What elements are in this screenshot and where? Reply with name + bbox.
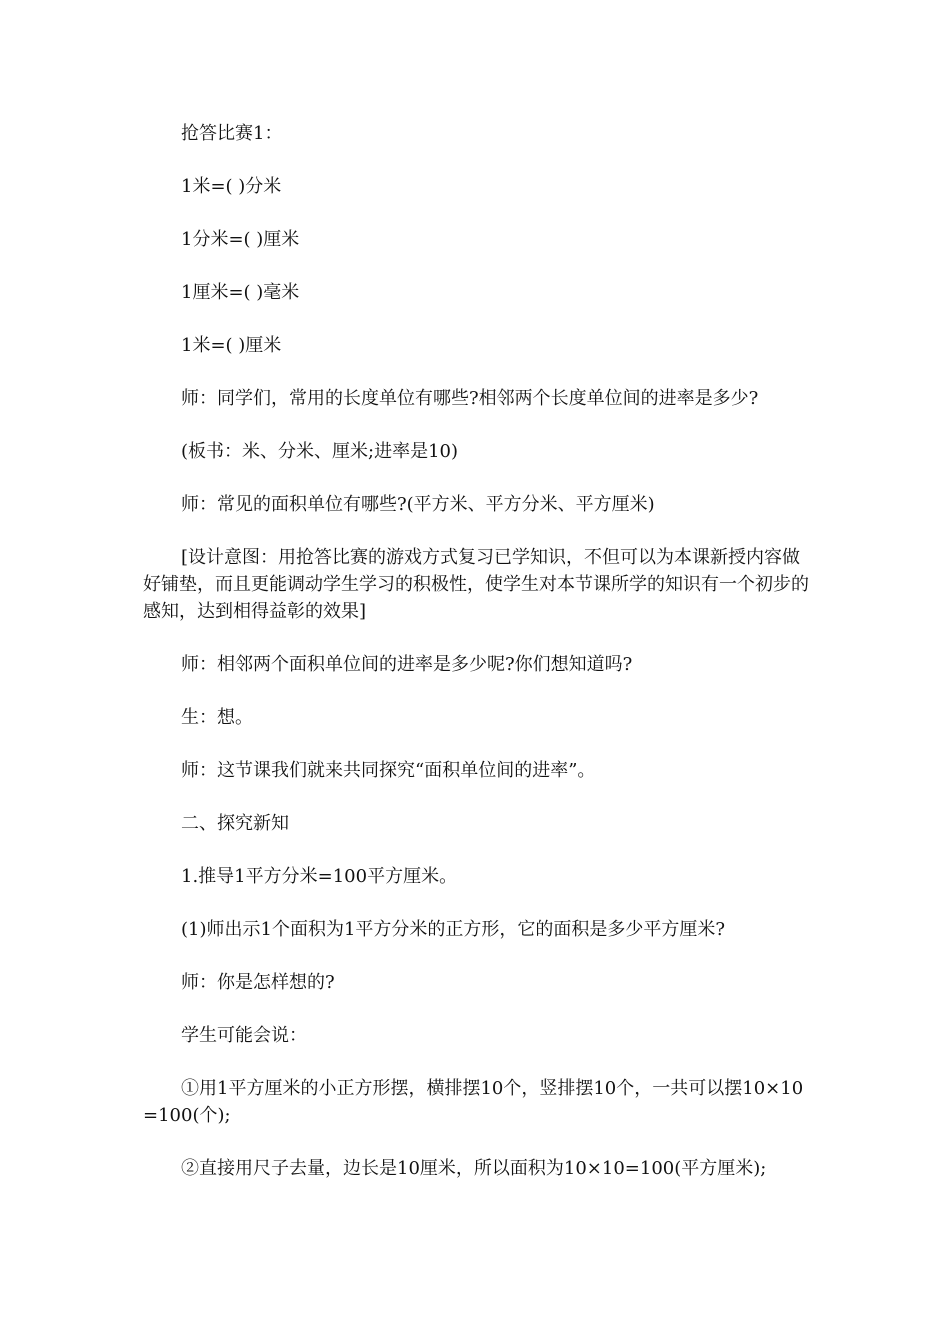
teacher-line: 师：常见的面积单位有哪些?(平方米、平方分米、平方厘米) [181,494,655,515]
student-answer-item: ①用1平方厘米的小正方形摆，横排摆10个，竖排摆10个，一共可以摆10×10=100(个); [143,1078,804,1126]
quiz-question: 1米=( )分米 [181,176,282,197]
activity-step: (1)师出示1个面积为1平方分米的正方形，它的面积是多少平方厘米? [181,919,726,940]
teacher-line: 师：你是怎样想的? [181,972,335,993]
subsection-heading: 1.推导1平方分米=100平方厘米。 [181,866,458,887]
quiz-question: 1米=( )厘米 [181,335,282,356]
document-body [143,120,811,1208]
student-answer-item: ②直接用尺子去量，边长是10厘米，所以面积为10×10=100(平方厘米); [181,1158,767,1179]
board-note: (板书：米、分米、厘米;进率是10) [181,441,459,462]
design-intent-note: [设计意图：用抢答比赛的游戏方式复习已学知识，不但可以为本课新授内容做好铺垫，而且更能调动学生学习的积极性，使学生对本节课所学的知识有一个初步的感知，达到相得益彰的效果] [143,547,809,622]
section-heading: 二、探究新知 [181,813,289,834]
teacher-line: 师：相邻两个面积单位间的进率是多少呢?你们想知道吗? [181,654,633,675]
student-line: 生：想。 [181,707,253,728]
section-heading-quiz: 抢答比赛1： [181,123,283,144]
quiz-question: 1分米=( )厘米 [181,229,300,250]
teacher-line: 师：同学们，常用的长度单位有哪些?相邻两个长度单位间的进率是多少? [181,388,759,409]
teacher-line: 师：这节课我们就来共同探究“面积单位间的进率”。 [181,760,596,781]
quiz-question: 1厘米=( )毫米 [181,282,300,303]
student-answers-intro: 学生可能会说： [181,1025,307,1046]
